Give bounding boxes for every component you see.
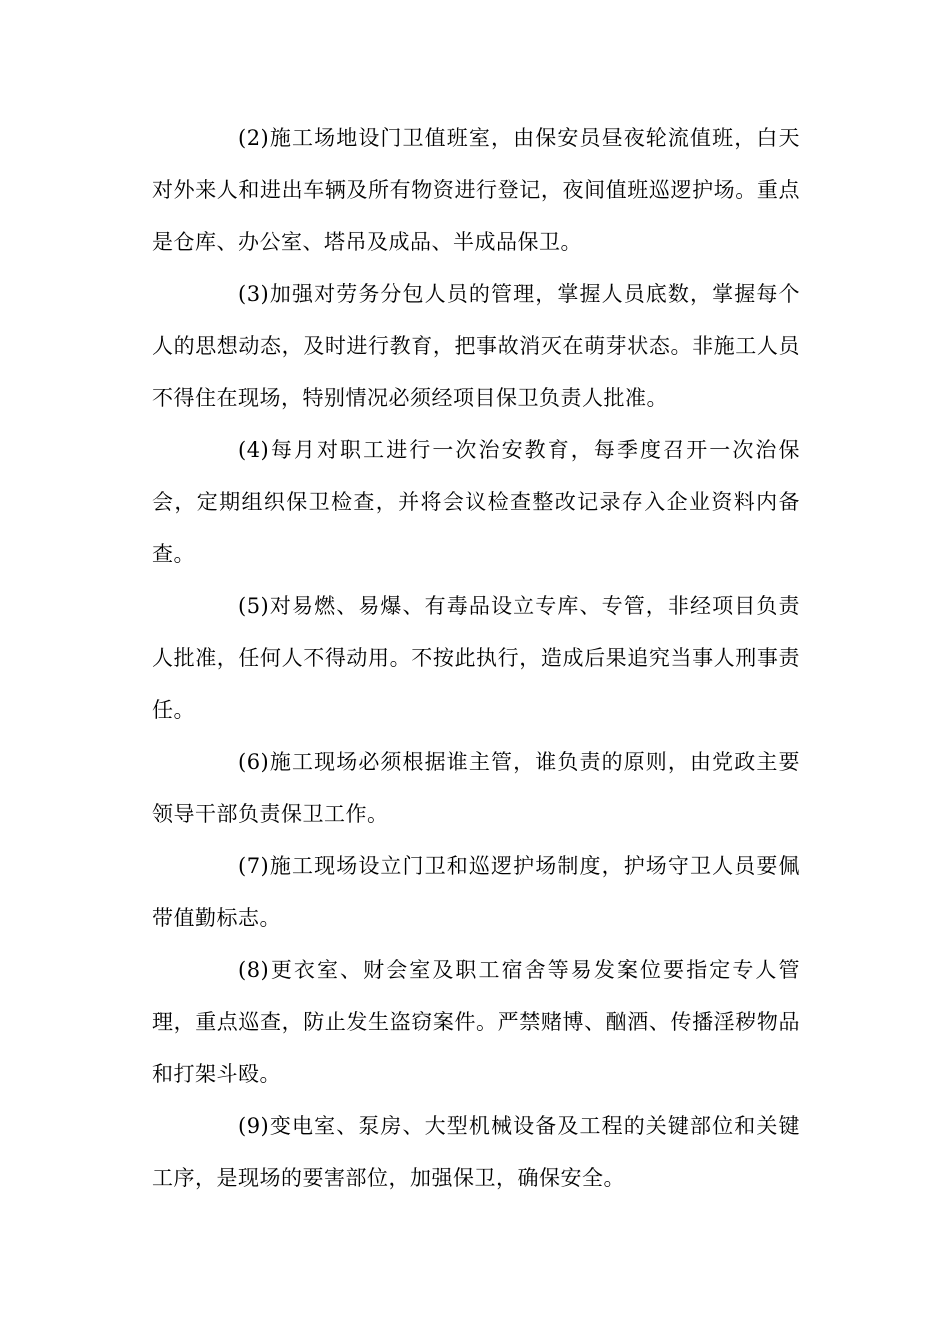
paragraph-item-7: (7)施工现场设立门卫和巡逻护场制度，护场守卫人员要佩带值勤标志。 bbox=[152, 854, 800, 930]
paragraph-item-2: (2)施工场地设门卫值班室，由保安员昼夜轮流值班，白天对外来人和进出车辆及所有物资进行登记，夜间值班巡逻护场。重点是仓库、办公室、塔吊及成品、半成品保卫。 bbox=[152, 126, 800, 254]
paragraph-item-6: (6)施工现场必须根据谁主管，谁负责的原则，由党政主要领导干部负责保卫工作。 bbox=[152, 750, 800, 826]
paragraph-item-5: (5)对易燃、易爆、有毒品设立专库、专管，非经项目负责人批准，任何人不得动用。不按此执行，造成后果追究当事人刑事责任。 bbox=[152, 594, 800, 722]
paragraph-item-9: (9)变电室、泵房、大型机械设备及工程的关键部位和关键工序，是现场的要害部位，加强保卫，确保安全。 bbox=[152, 1114, 800, 1190]
paragraph-item-8: (8)更衣室、财会室及职工宿舍等易发案位要指定专人管理，重点巡查，防止发生盗窃案件。严禁赌博、酗酒、传播淫秽物品和打架斗殴。 bbox=[152, 958, 800, 1086]
paragraph-item-4: (4)每月对职工进行一次治安教育，每季度召开一次治保会，定期组织保卫检查，并将会议检查整改记录存入企业资料内备查。 bbox=[152, 438, 800, 566]
paragraph-item-3: (3)加强对劳务分包人员的管理，掌握人员底数，掌握每个人的思想动态，及时进行教育，把事故消灭在萌芽状态。非施工人员不得住在现场，特别情况必须经项目保卫负责人批准。 bbox=[152, 282, 800, 410]
document-body bbox=[152, 112, 800, 1204]
